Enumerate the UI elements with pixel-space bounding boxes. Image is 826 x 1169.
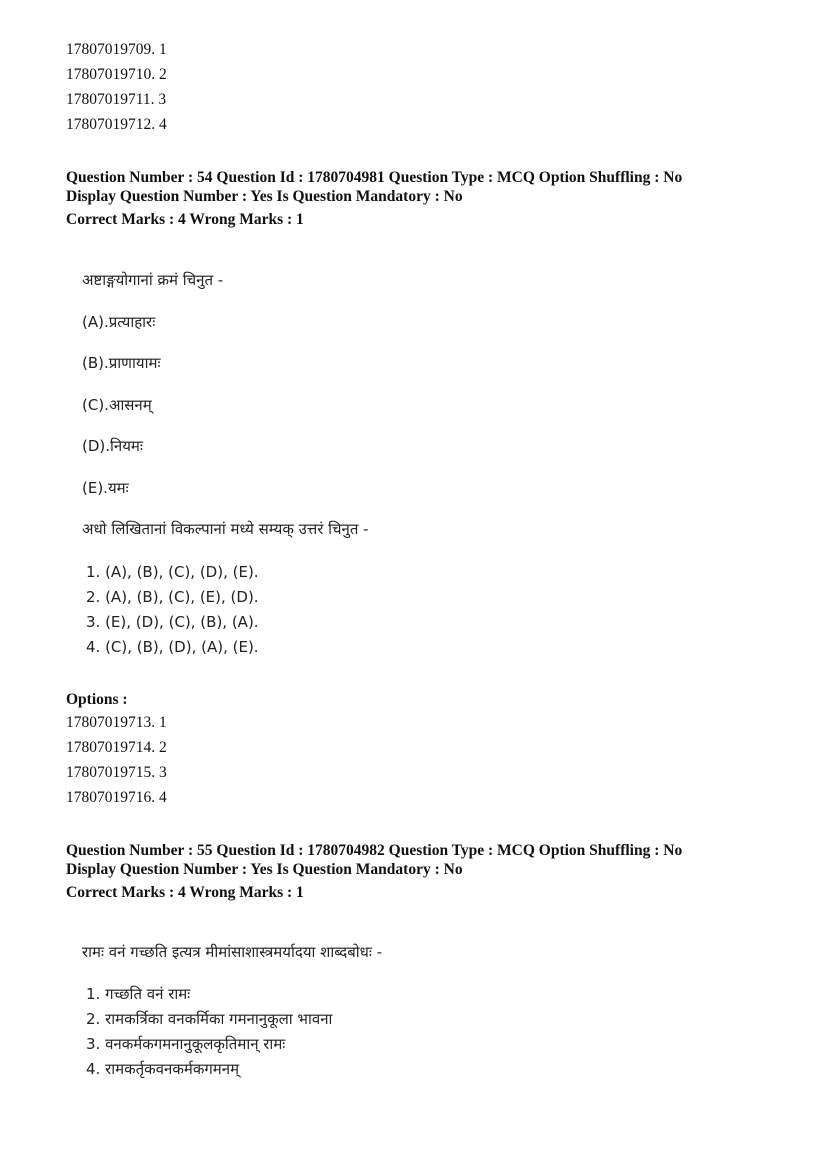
prev-option-id-3: 17807019711. 3 xyxy=(66,91,167,108)
q54-options-label: Options : xyxy=(66,691,128,708)
q54-option-id-2: 17807019714. 2 xyxy=(66,739,167,756)
q54-choice-1: 1. (A), (B), (C), (D), (E). xyxy=(86,563,259,581)
prev-option-id-1: 17807019709. 1 xyxy=(66,41,167,58)
prev-option-id-2: 17807019710. 2 xyxy=(66,66,167,83)
q54-meta-line-2: Display Question Number : Yes Is Question Mandatory : No xyxy=(66,188,463,205)
q55-prompt: रामः वनं गच्छति इत्यत्र मीमांसाशास्त्रमर्यादया शाब्दबोधः - xyxy=(82,943,383,961)
q54-option-id-1: 17807019713. 1 xyxy=(66,714,167,731)
q54-item-b: (B).प्राणायामः xyxy=(82,354,161,372)
q54-meta-line-3: Correct Marks : 4 Wrong Marks : 1 xyxy=(66,211,304,228)
q54-item-a: (A).प्रत्याहारः xyxy=(82,313,156,331)
q54-choice-3: 3. (E), (D), (C), (B), (A). xyxy=(86,613,259,631)
q54-choice-2: 2. (A), (B), (C), (E), (D). xyxy=(86,588,259,606)
q55-meta-line-2: Display Question Number : Yes Is Question Mandatory : No xyxy=(66,861,463,878)
q55-meta-line-3: Correct Marks : 4 Wrong Marks : 1 xyxy=(66,884,304,901)
q54-item-c: (C).आसनम् xyxy=(82,396,152,414)
q55-choice-4: 4. रामकर्तृकवनकर्मकगमनम् xyxy=(86,1060,240,1078)
q54-option-id-3: 17807019715. 3 xyxy=(66,764,167,781)
q55-meta-line-1: Question Number : 55 Question Id : 1780704982 Question Type : MCQ Option Shuffling : No xyxy=(66,842,683,859)
q55-choice-2: 2. रामकर्त्रिका वनकर्मिका गमनानुकूला भावना xyxy=(86,1010,333,1028)
q54-item-d: (D).नियमः xyxy=(82,437,143,455)
q54-item-e: (E).यमः xyxy=(82,479,129,497)
q54-option-id-4: 17807019716. 4 xyxy=(66,789,167,806)
q54-meta-line-1: Question Number : 54 Question Id : 1780704981 Question Type : MCQ Option Shuffling : No xyxy=(66,169,683,186)
q54-instruction: अधो लिखितानां विकल्पानां मध्ये सम्यक् उत्तरं चिनुत - xyxy=(82,520,369,538)
q54-choice-4: 4. (C), (B), (D), (A), (E). xyxy=(86,638,259,656)
prev-option-id-4: 17807019712. 4 xyxy=(66,116,167,133)
q55-choice-1: 1. गच्छति वनं रामः xyxy=(86,985,191,1003)
q55-choice-3: 3. वनकर्मकगमनानुकूलकृतिमान् रामः xyxy=(86,1035,286,1053)
q54-prompt: अष्टाङ्गयोगानां क्रमं चिनुत - xyxy=(82,271,224,289)
